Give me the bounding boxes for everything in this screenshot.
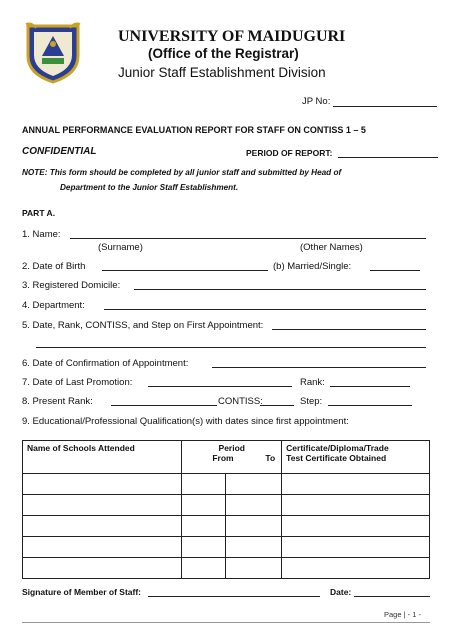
name-label: 1. Name: [22, 229, 61, 240]
signature-field[interactable] [148, 596, 320, 597]
table-cell[interactable] [182, 516, 226, 537]
surname-caption: (Surname) [98, 242, 143, 253]
table-cell[interactable] [226, 474, 282, 495]
certificate-label-2: Test Certificate Obtained [286, 453, 387, 463]
date-field[interactable] [354, 596, 430, 597]
form-title: ANNUAL PERFORMANCE EVALUATION REPORT FOR STAFF ON CONTISS 1 – 5 [22, 125, 366, 135]
rank-field[interactable] [330, 386, 410, 387]
office-name: (Office of the Registrar) [148, 46, 299, 61]
last-promotion-field[interactable] [148, 386, 292, 387]
table-cell[interactable] [23, 474, 182, 495]
table-cell[interactable] [282, 558, 430, 579]
step-label: Step: [300, 396, 323, 407]
table-cell[interactable] [282, 495, 430, 516]
present-rank-label: 8. Present Rank: [22, 396, 93, 407]
division-name: Junior Staff Establishment Division [118, 65, 326, 80]
table-cell[interactable] [282, 474, 430, 495]
qualifications-label: 9. Educational/Professional Qualification(s) with dates since first appointment: [22, 416, 349, 427]
table-header-row [23, 441, 430, 474]
signature-label: Signature of Member of Staff: [22, 587, 142, 597]
table-cell[interactable] [23, 558, 182, 579]
table-row [23, 558, 430, 579]
other-names-caption: (Other Names) [300, 242, 363, 253]
department-label: 4. Department: [22, 300, 85, 311]
note-line-1: NOTE: This form should be completed by all junior staff and submitted by Head of [22, 168, 342, 177]
table-cell[interactable] [226, 558, 282, 579]
table-row [23, 474, 430, 495]
table-cell[interactable] [23, 537, 182, 558]
domicile-field[interactable] [134, 289, 426, 290]
col-schools-header: Name of Schools Attended [23, 441, 182, 474]
table-cell[interactable] [182, 495, 226, 516]
part-a-heading: PART A. [22, 208, 56, 218]
department-field[interactable] [104, 309, 426, 310]
university-name: UNIVERSITY OF MAIDUGURI [118, 28, 346, 45]
first-appointment-label: 5. Date, Rank, CONTISS, and Step on First Appointment: [22, 320, 264, 331]
from-label: From [212, 453, 234, 463]
col-period-header [182, 441, 282, 474]
table-cell[interactable] [226, 495, 282, 516]
contiss-field[interactable] [260, 405, 294, 406]
married-single-field[interactable] [370, 270, 420, 271]
table-cell[interactable] [182, 474, 226, 495]
page-number: Page | - 1 - [384, 610, 421, 619]
period-of-report-field[interactable] [338, 157, 438, 158]
confidential-label: CONFIDENTIAL [22, 146, 97, 157]
confirmation-field[interactable] [212, 367, 426, 368]
table-cell[interactable] [182, 558, 226, 579]
rank-label: Rank: [300, 377, 325, 388]
domicile-label: 3. Registered Domicile: [22, 280, 121, 291]
step-field[interactable] [328, 405, 412, 406]
table-cell[interactable] [23, 516, 182, 537]
table-cell[interactable] [226, 516, 282, 537]
date-label: Date: [330, 587, 352, 597]
first-appointment-field[interactable] [272, 329, 426, 330]
col-certificate-header [282, 441, 430, 474]
qualifications-table [22, 440, 430, 579]
table-row [23, 495, 430, 516]
first-appointment-field-2[interactable] [36, 347, 426, 348]
jp-no-field[interactable] [333, 106, 437, 107]
contiss-label: CONTISS: [218, 396, 263, 407]
note-line-2: Department to the Junior Staff Establishment. [60, 183, 239, 192]
table-cell[interactable] [23, 495, 182, 516]
university-crest [22, 22, 84, 84]
name-field[interactable] [70, 238, 426, 239]
last-promotion-label: 7. Date of Last Promotion: [22, 377, 133, 388]
table-row [23, 537, 430, 558]
to-label: To [265, 453, 276, 463]
certificate-label-1: Certificate/Diploma/Trade [286, 443, 389, 453]
dob-label: 2. Date of Birth [22, 261, 86, 272]
confirmation-label: 6. Date of Confirmation of Appointment: [22, 358, 189, 369]
present-rank-field[interactable] [111, 405, 217, 406]
footer-rule [22, 622, 430, 623]
table-row [23, 516, 430, 537]
table-cell[interactable] [226, 537, 282, 558]
table-cell[interactable] [282, 537, 430, 558]
dob-field[interactable] [102, 270, 268, 271]
table-cell[interactable] [182, 537, 226, 558]
jp-no-label: JP No: [302, 96, 331, 107]
period-of-report-label: PERIOD OF REPORT: [246, 148, 333, 158]
table-cell[interactable] [282, 516, 430, 537]
married-single-label: (b) Married/Single: [273, 261, 352, 272]
period-label: Period [218, 443, 245, 453]
